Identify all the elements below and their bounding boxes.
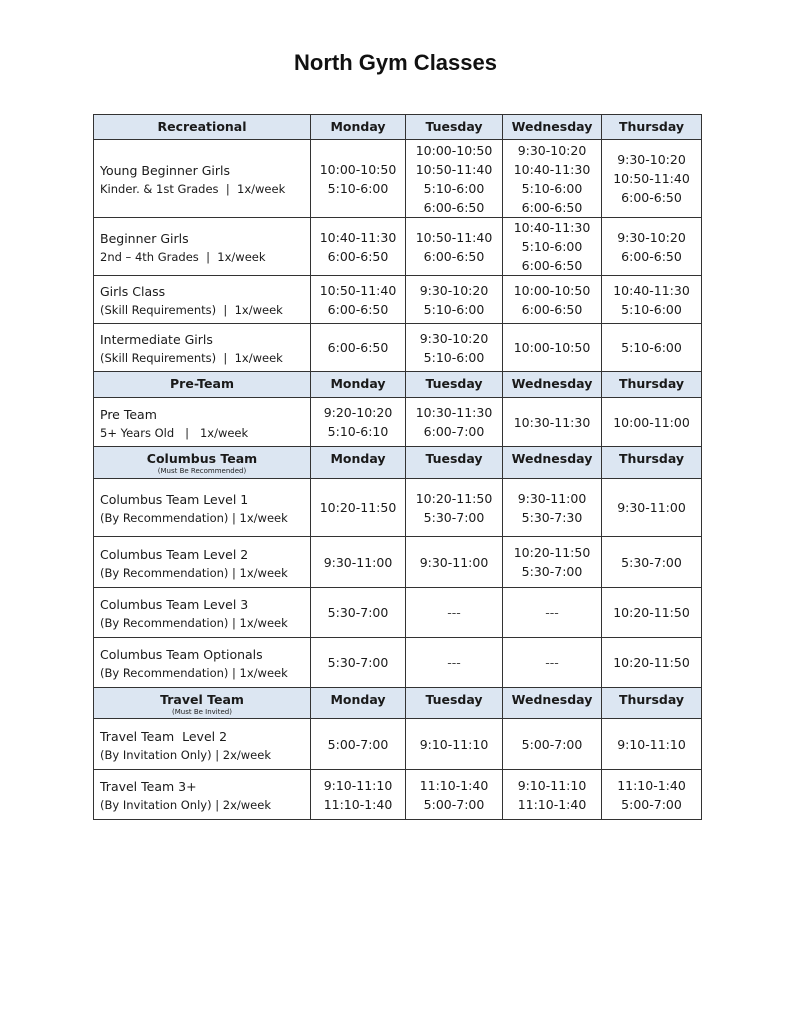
- time-cell: [503, 588, 602, 638]
- time-slot: 9:30-11:00: [419, 554, 489, 570]
- time-slot: 9:30-11:00: [517, 490, 587, 506]
- time-slot: 6:00-6:50: [327, 340, 389, 355]
- day-header: Tuesday: [406, 688, 503, 719]
- class-row: [94, 398, 702, 447]
- time-slot: 6:00-6:50: [521, 199, 583, 215]
- day-header: Thursday: [602, 115, 702, 140]
- time-cell: [503, 218, 602, 276]
- class-row: [94, 537, 702, 588]
- time-slot: 10:00-10:50: [415, 142, 493, 158]
- time-slot: 6:00-6:50: [327, 248, 389, 264]
- time-slot: 9:10-11:10: [419, 736, 489, 752]
- class-detail: (By Recommendation) | 1x/week: [100, 511, 288, 525]
- class-row: [94, 218, 702, 276]
- time-slot: 10:00-10:50: [513, 340, 591, 355]
- time-slot: 10:50-11:40: [415, 229, 493, 245]
- time-cell: [503, 537, 602, 588]
- class-row: [94, 719, 702, 770]
- day-header: Monday: [311, 688, 406, 719]
- time-slot: 5:30-7:00: [621, 554, 682, 570]
- time-slot: 9:30-10:20: [517, 142, 587, 158]
- time-slot: 6:00-6:50: [621, 190, 682, 205]
- class-detail: (By Recommendation) | 1x/week: [100, 565, 288, 580]
- time-slot: 10:40-11:30: [319, 229, 397, 245]
- class-row: [94, 276, 702, 324]
- time-cell: [406, 324, 503, 372]
- time-slot: 6:00-6:50: [423, 199, 485, 215]
- time-slot: 9:30-10:20: [419, 282, 489, 298]
- time-cell: [406, 588, 503, 638]
- time-cell: [602, 588, 702, 638]
- time-cell: [311, 588, 406, 638]
- time-cell: [503, 638, 602, 688]
- class-name: Columbus Team Level 2: [100, 546, 249, 562]
- time-slot: 5:30-7:00: [327, 655, 389, 670]
- time-cell: [602, 218, 702, 276]
- time-slot: 10:00-11:00: [613, 414, 690, 430]
- day-header: Wednesday: [503, 688, 602, 719]
- class-name-cell: [94, 398, 311, 447]
- day-header: Monday: [311, 447, 406, 479]
- time-cell: [602, 140, 702, 218]
- class-detail: 5+ Years Old | 1x/week: [100, 425, 249, 440]
- class-name: Columbus Team Level 1: [100, 492, 249, 507]
- class-name-cell: [94, 638, 311, 688]
- day-header: Tuesday: [406, 115, 503, 140]
- time-cell: [503, 140, 602, 218]
- class-detail: (By Invitation Only) | 2x/week: [100, 747, 271, 762]
- time-slot: 10:20-11:50: [415, 490, 493, 506]
- class-name: Pre Team: [100, 406, 157, 422]
- time-cell: [503, 479, 602, 537]
- day-header: Wednesday: [503, 115, 602, 140]
- time-cell: [311, 324, 406, 372]
- section-title: Columbus Team: [146, 451, 258, 466]
- time-slot: 9:20-10:20: [323, 405, 393, 420]
- time-slot: 5:10-6:00: [327, 180, 389, 196]
- section-note: (Must Be Recommended): [157, 467, 247, 475]
- time-slot: ---: [447, 605, 461, 620]
- time-cell: [602, 719, 702, 770]
- time-slot: 10:00-10:50: [513, 282, 591, 298]
- time-cell: [503, 719, 602, 770]
- class-name: Travel Team 3+: [100, 779, 197, 794]
- time-cell: [602, 638, 702, 688]
- day-header: Monday: [311, 372, 406, 398]
- time-slot: 9:30-11:00: [617, 500, 686, 515]
- time-slot: 5:30-7:00: [423, 509, 485, 525]
- time-cell: [503, 324, 602, 372]
- time-cell: [311, 537, 406, 588]
- section-title-cell: [94, 115, 311, 140]
- time-cell: [406, 276, 503, 324]
- time-cell: [406, 479, 503, 537]
- time-cell: [311, 276, 406, 324]
- time-slot: 5:30-7:00: [521, 564, 583, 579]
- time-slot: ---: [447, 655, 461, 670]
- section-header-row: [94, 372, 702, 398]
- section-title-cell: [94, 372, 311, 398]
- time-slot: 5:10-6:00: [423, 349, 485, 365]
- class-name: Intermediate Girls: [100, 332, 213, 347]
- day-header: Thursday: [602, 447, 702, 479]
- section-title-cell: [94, 447, 311, 479]
- class-detail: 2nd – 4th Grades | 1x/week: [100, 250, 266, 264]
- time-slot: 6:00-6:50: [521, 301, 583, 317]
- class-detail: (By Invitation Only) | 2x/week: [100, 798, 271, 812]
- time-slot: 11:10-1:40: [517, 796, 587, 812]
- time-slot: 11:10-1:40: [617, 777, 686, 793]
- time-cell: [406, 638, 503, 688]
- section-header-row: [94, 688, 702, 719]
- time-slot: 10:20-11:50: [613, 655, 690, 670]
- time-slot: 10:40-11:30: [613, 282, 690, 298]
- time-cell: [311, 140, 406, 218]
- day-header: Tuesday: [406, 447, 503, 479]
- time-slot: 10:00-10:50: [319, 161, 397, 177]
- class-name: Girls Class: [100, 284, 166, 299]
- time-cell: [406, 140, 503, 218]
- time-slot: 9:10-11:10: [517, 777, 587, 793]
- class-name-cell: [94, 770, 311, 820]
- time-slot: 10:20-11:50: [319, 500, 397, 515]
- time-cell: [311, 218, 406, 276]
- time-slot: 6:00-6:50: [423, 248, 485, 264]
- time-cell: [406, 719, 503, 770]
- time-cell: [503, 276, 602, 324]
- time-slot: 5:10-6:00: [521, 239, 583, 254]
- day-header: Thursday: [602, 688, 702, 719]
- time-slot: 9:10-11:10: [323, 777, 393, 793]
- time-cell: [406, 218, 503, 276]
- time-slot: 9:10-11:10: [617, 736, 686, 752]
- class-row: [94, 479, 702, 537]
- time-slot: 5:00-7:00: [327, 736, 389, 752]
- class-name-cell: [94, 719, 311, 770]
- time-slot: 5:00-7:00: [621, 796, 682, 812]
- time-cell: [406, 537, 503, 588]
- class-name-cell: [94, 140, 311, 218]
- time-slot: 5:30-7:30: [521, 509, 583, 525]
- time-slot: 5:00-7:00: [423, 796, 485, 812]
- day-header: Monday: [311, 115, 406, 140]
- time-cell: [503, 770, 602, 820]
- time-slot: 10:30-11:30: [415, 405, 493, 420]
- section-title: Recreational: [157, 119, 247, 134]
- day-header: Tuesday: [406, 372, 503, 398]
- time-slot: 10:30-11:30: [513, 414, 591, 430]
- time-slot: 6:00-6:50: [521, 258, 583, 273]
- time-slot: 10:50-11:40: [319, 282, 397, 298]
- time-slot: 10:50-11:40: [613, 171, 690, 186]
- time-slot: 5:10-6:00: [423, 180, 485, 196]
- time-slot: 5:10-6:00: [621, 301, 682, 317]
- class-name: Travel Team Level 2: [100, 728, 228, 744]
- class-name-cell: [94, 479, 311, 537]
- time-slot: 10:40-11:30: [513, 161, 591, 177]
- time-slot: 11:10-1:40: [323, 796, 393, 812]
- time-cell: [503, 398, 602, 447]
- time-slot: 5:30-7:00: [327, 605, 389, 620]
- class-detail: (By Recommendation) | 1x/week: [100, 666, 288, 680]
- time-slot: 9:30-10:20: [617, 152, 686, 167]
- section-title-cell: [94, 688, 311, 719]
- time-cell: [602, 479, 702, 537]
- section-note: (Must Be Invited): [172, 708, 232, 716]
- day-header: Wednesday: [503, 447, 602, 479]
- time-slot: 10:40-11:30: [513, 220, 591, 235]
- time-slot: 9:30-10:20: [617, 229, 686, 245]
- section-title: Pre-Team: [170, 376, 234, 391]
- class-detail: Kinder. & 1st Grades | 1x/week: [100, 182, 286, 196]
- class-name-cell: [94, 276, 311, 324]
- time-cell: [311, 638, 406, 688]
- time-cell: [311, 770, 406, 820]
- time-slot: 5:00-7:00: [521, 736, 583, 752]
- time-slot: 5:10-6:00: [521, 180, 583, 196]
- time-cell: [602, 537, 702, 588]
- time-slot: 9:30-10:20: [419, 330, 489, 346]
- class-name: Young Beginner Girls: [100, 163, 230, 178]
- time-cell: [406, 770, 503, 820]
- class-row: [94, 588, 702, 638]
- class-row: [94, 324, 702, 372]
- time-cell: [602, 770, 702, 820]
- class-name-cell: [94, 537, 311, 588]
- time-slot: ---: [545, 605, 559, 620]
- time-slot: 5:10-6:00: [423, 301, 485, 317]
- class-name: Beginner Girls: [100, 231, 189, 246]
- section-header-row: [94, 115, 702, 140]
- class-name: Columbus Team Level 3: [100, 597, 249, 612]
- class-row: [94, 638, 702, 688]
- time-slot: 5:10-6:10: [327, 424, 389, 439]
- time-slot: 6:00-6:50: [621, 248, 682, 264]
- time-cell: [602, 324, 702, 372]
- time-cell: [311, 719, 406, 770]
- class-name-cell: [94, 588, 311, 638]
- time-slot: 6:00-7:00: [423, 424, 485, 439]
- day-header: Wednesday: [503, 372, 602, 398]
- time-slot: 10:20-11:50: [513, 545, 591, 560]
- time-slot: 10:50-11:40: [415, 161, 493, 177]
- day-header: Thursday: [602, 372, 702, 398]
- time-slot: 11:10-1:40: [419, 777, 489, 793]
- section-title: Travel Team: [160, 692, 244, 707]
- time-slot: 5:10-6:00: [621, 340, 682, 355]
- class-name-cell: [94, 324, 311, 372]
- time-slot: 9:30-11:00: [323, 554, 393, 570]
- time-cell: [311, 479, 406, 537]
- time-slot: ---: [545, 655, 559, 670]
- class-name: Columbus Team Optionals: [100, 647, 263, 662]
- class-schedule-table: [93, 114, 702, 820]
- class-row: [94, 770, 702, 820]
- class-row: [94, 140, 702, 218]
- class-detail: (Skill Requirements) | 1x/week: [100, 303, 283, 317]
- time-cell: [602, 276, 702, 324]
- time-cell: [406, 398, 503, 447]
- page-title: North Gym Classes: [294, 50, 497, 75]
- time-slot: 6:00-6:50: [327, 301, 389, 317]
- time-cell: [311, 398, 406, 447]
- time-slot: 10:20-11:50: [613, 605, 690, 620]
- class-detail: (By Recommendation) | 1x/week: [100, 616, 288, 630]
- section-header-row: [94, 447, 702, 479]
- time-cell: [602, 398, 702, 447]
- class-name-cell: [94, 218, 311, 276]
- class-detail: (Skill Requirements) | 1x/week: [100, 351, 283, 365]
